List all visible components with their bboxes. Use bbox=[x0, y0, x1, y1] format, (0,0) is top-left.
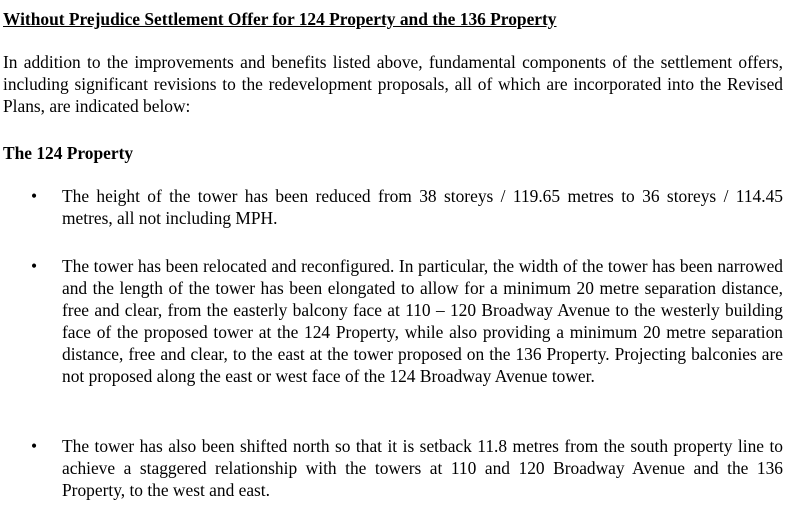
bullet-icon: • bbox=[31, 186, 38, 206]
document-title: Without Prejudice Settlement Offer for 124 Property and the 136 Property bbox=[3, 9, 557, 29]
bullet-icon: • bbox=[31, 256, 38, 276]
bullet-text: The tower has been relocated and reconfigured. In particular, the width of the tower has been narrowed and the length of the tower has been elongated to allow for a minimum 20 metre separation distance, free and clear, from the easterly balcony face at 110 – 120 Broadway Avenue to the westerly building face of the proposed tower at the 124 Property, while also providing a minimum 20 metre separation distance, free and clear, to the east at the tower proposed on the 136 Property. Projecting balconies are not proposed along the east or west face of the 124 Broadway Avenue tower. bbox=[62, 256, 783, 386]
bullet-text: The height of the tower has been reduced from 38 storeys / 119.65 metres to 36 storeys / 114.45 metres, all not including MPH. bbox=[62, 186, 783, 228]
intro-paragraph: In addition to the improvements and benefits listed above, fundamental components of the settlement offers, including significant revisions to the redevelopment proposals, all of which are incorporated into the Revised Plans, are indicated below: bbox=[3, 52, 783, 116]
bullet-text: The tower has also been shifted north so that it is setback 11.8 metres from the south property line to achieve a staggered relationship with the towers at 110 and 120 Broadway Avenue and the 136 Property, to the west and east. bbox=[62, 436, 783, 500]
bullet-icon: • bbox=[31, 436, 38, 456]
section-heading: The 124 Property bbox=[3, 143, 134, 163]
